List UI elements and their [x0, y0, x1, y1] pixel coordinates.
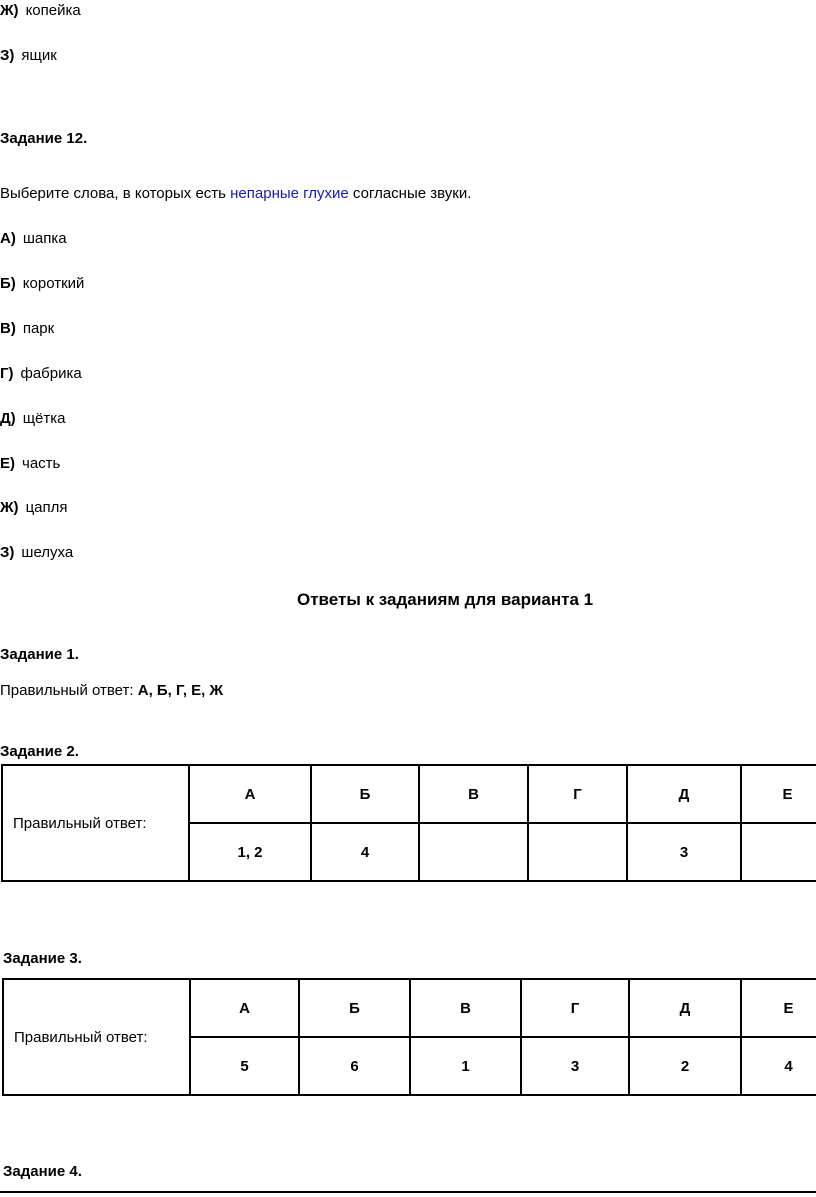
value-cell: 4 — [741, 1037, 816, 1095]
option-letter: Б) — [0, 275, 16, 292]
option-text: фабрика — [20, 365, 82, 382]
list-item — [0, 410, 65, 427]
option-letter: Е) — [0, 455, 15, 472]
header-cell: Г — [521, 979, 629, 1037]
option-text: часть — [22, 455, 61, 472]
header-cell: А — [190, 979, 299, 1037]
table-row — [2, 765, 816, 823]
list-item — [0, 2, 81, 19]
answer-3-title: Задание 3. — [3, 950, 82, 967]
value-cell: 1 — [410, 1037, 521, 1095]
answer-2-table — [1, 764, 816, 882]
task-12-title: Задание 12. — [0, 130, 88, 147]
answer-4-table-border — [0, 1191, 816, 1193]
option-letter: А) — [0, 230, 16, 247]
list-item — [0, 455, 60, 472]
option-letter: З) — [0, 47, 15, 64]
value-cell: 6 — [299, 1037, 410, 1095]
table-row — [3, 979, 816, 1037]
option-letter: Д) — [0, 410, 16, 427]
answer-3-table — [2, 978, 816, 1096]
question-highlight: непарные глухие — [230, 185, 349, 202]
answer-label: Правильный ответ: — [0, 682, 138, 699]
option-letter: Ж) — [0, 2, 19, 19]
header-cell: Б — [299, 979, 410, 1037]
header-cell: Е — [741, 765, 816, 823]
list-item — [0, 544, 73, 561]
header-cell: В — [419, 765, 528, 823]
value-cell: 2 — [629, 1037, 741, 1095]
option-text: короткий — [22, 275, 85, 292]
header-cell: В — [410, 979, 521, 1037]
option-text: шапка — [22, 230, 67, 247]
answer-value: А, Б, Г, Е, Ж — [137, 682, 224, 699]
value-cell: 3 — [521, 1037, 629, 1095]
answer-label-cell: Правильный ответ: — [3, 979, 190, 1095]
option-text: щётка — [22, 410, 66, 427]
answer-4-title: Задание 4. — [3, 1163, 82, 1180]
option-text: копейка — [25, 2, 81, 19]
list-item — [0, 47, 57, 64]
answers-heading: Ответы к заданиям для варианта 1 — [297, 590, 594, 609]
task-12-question — [0, 185, 471, 202]
answer-2-title: Задание 2. — [0, 743, 79, 760]
option-letter: В) — [0, 320, 16, 337]
header-cell: А — [189, 765, 311, 823]
answer-1-line — [0, 682, 223, 699]
list-item — [0, 365, 82, 382]
value-cell: 4 — [311, 823, 419, 881]
header-cell: Д — [627, 765, 741, 823]
header-cell: Д — [629, 979, 741, 1037]
value-cell — [528, 823, 627, 881]
value-cell: 3 — [627, 823, 741, 881]
list-item — [0, 320, 54, 337]
value-cell: 5 — [190, 1037, 299, 1095]
list-item — [0, 499, 68, 516]
question-text-end: согласные звуки. — [348, 185, 472, 202]
question-text-start: Выберите слова, в которых есть — [0, 185, 231, 202]
list-item — [0, 275, 84, 292]
option-letter: З) — [0, 544, 15, 561]
option-text: шелуха — [21, 544, 74, 561]
option-text: парк — [22, 320, 55, 337]
value-cell — [741, 823, 816, 881]
option-text: ящик — [21, 47, 57, 64]
value-cell: 1, 2 — [189, 823, 311, 881]
option-letter: Ж) — [0, 499, 19, 516]
header-cell: Б — [311, 765, 419, 823]
header-cell: Е — [741, 979, 816, 1037]
option-text: цапля — [25, 499, 68, 516]
header-cell: Г — [528, 765, 627, 823]
option-letter: Г) — [0, 365, 14, 382]
answer-label-cell: Правильный ответ: — [2, 765, 189, 881]
list-item — [0, 230, 67, 247]
answer-1-title: Задание 1. — [0, 646, 79, 663]
value-cell — [419, 823, 528, 881]
